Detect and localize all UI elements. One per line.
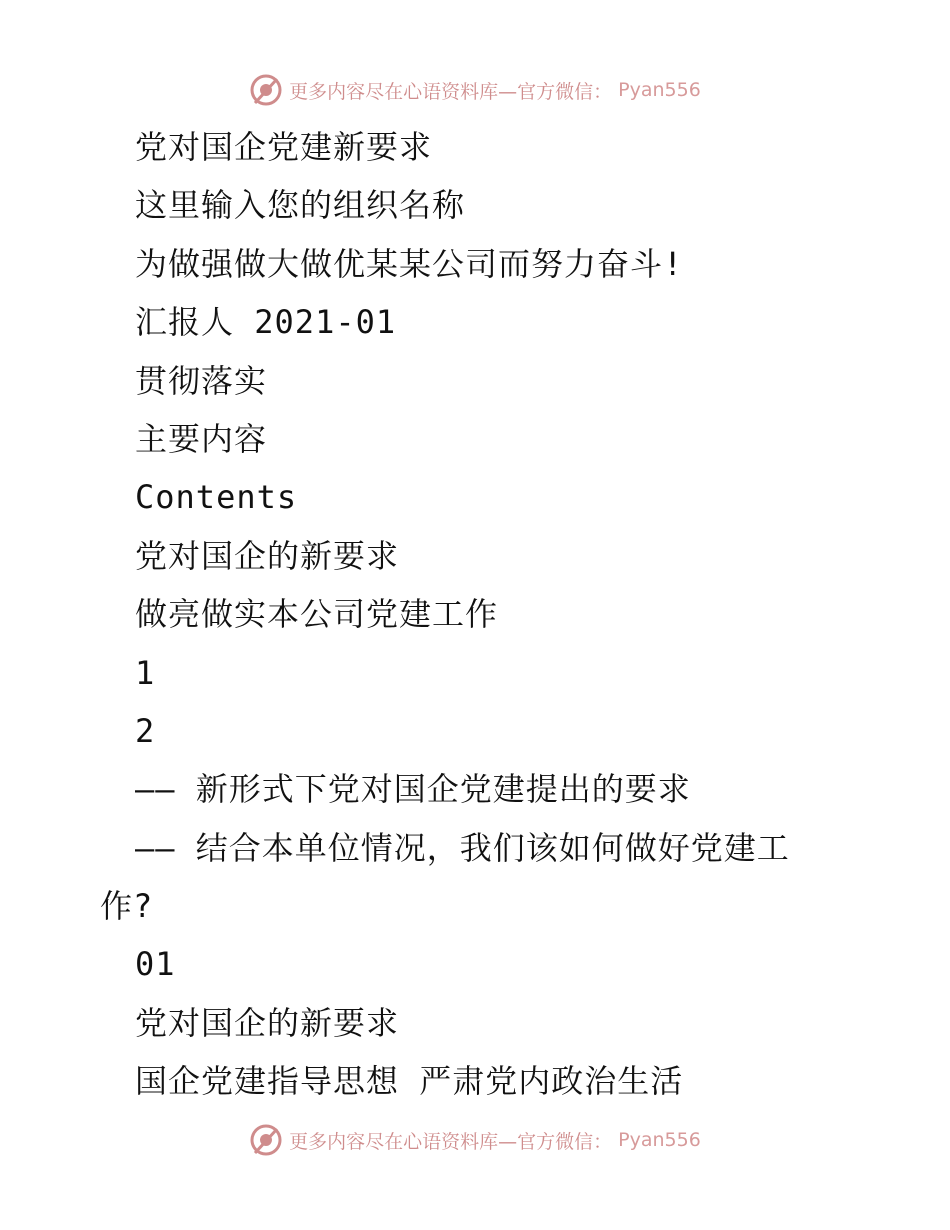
- toc-desc-2: —— 结合本单位情况，我们该如何做好党建工: [135, 828, 790, 867]
- watermark-header: [0, 70, 950, 110]
- toc-item-2: 做亮做实本公司党建工作: [135, 595, 499, 634]
- chapter-number: 01: [135, 945, 176, 984]
- toc-item-1: 党对国企的新要求: [135, 536, 400, 575]
- toc-heading-en: Contents: [135, 478, 298, 517]
- watermark-id: Pyan556: [618, 1129, 701, 1151]
- chapter-subtitle: 国企党建指导思想 严肃党内政治生活: [135, 1062, 684, 1101]
- toc-heading: 主要内容: [135, 419, 268, 458]
- chapter-title: 党对国企的新要求: [135, 1003, 400, 1042]
- quill-logo-icon: [249, 73, 283, 107]
- toc-desc-1: —— 新形式下党对国企党建提出的要求: [135, 770, 691, 809]
- toc-number-2: 2: [135, 711, 156, 750]
- document-body: [100, 118, 840, 1111]
- watermark-text: 更多内容尽在心语资料库—官方微信：: [289, 80, 613, 103]
- section-heading: 贯彻落实: [135, 361, 268, 400]
- slogan: 为做强做大做优某某公司而努力奋斗!: [135, 244, 684, 283]
- watermark-footer: [0, 1120, 950, 1160]
- doc-title: 党对国企党建新要求: [135, 128, 433, 166]
- org-name: 这里输入您的组织名称: [135, 186, 466, 225]
- watermark-id: Pyan556: [618, 79, 701, 101]
- quill-logo-icon: [249, 1123, 283, 1157]
- reporter-date: 汇报人 2021-01: [135, 303, 397, 342]
- toc-number-1: 1: [135, 653, 156, 692]
- toc-desc-2-continued: 作?: [100, 887, 154, 926]
- watermark-text: 更多内容尽在心语资料库—官方微信：: [289, 1130, 613, 1153]
